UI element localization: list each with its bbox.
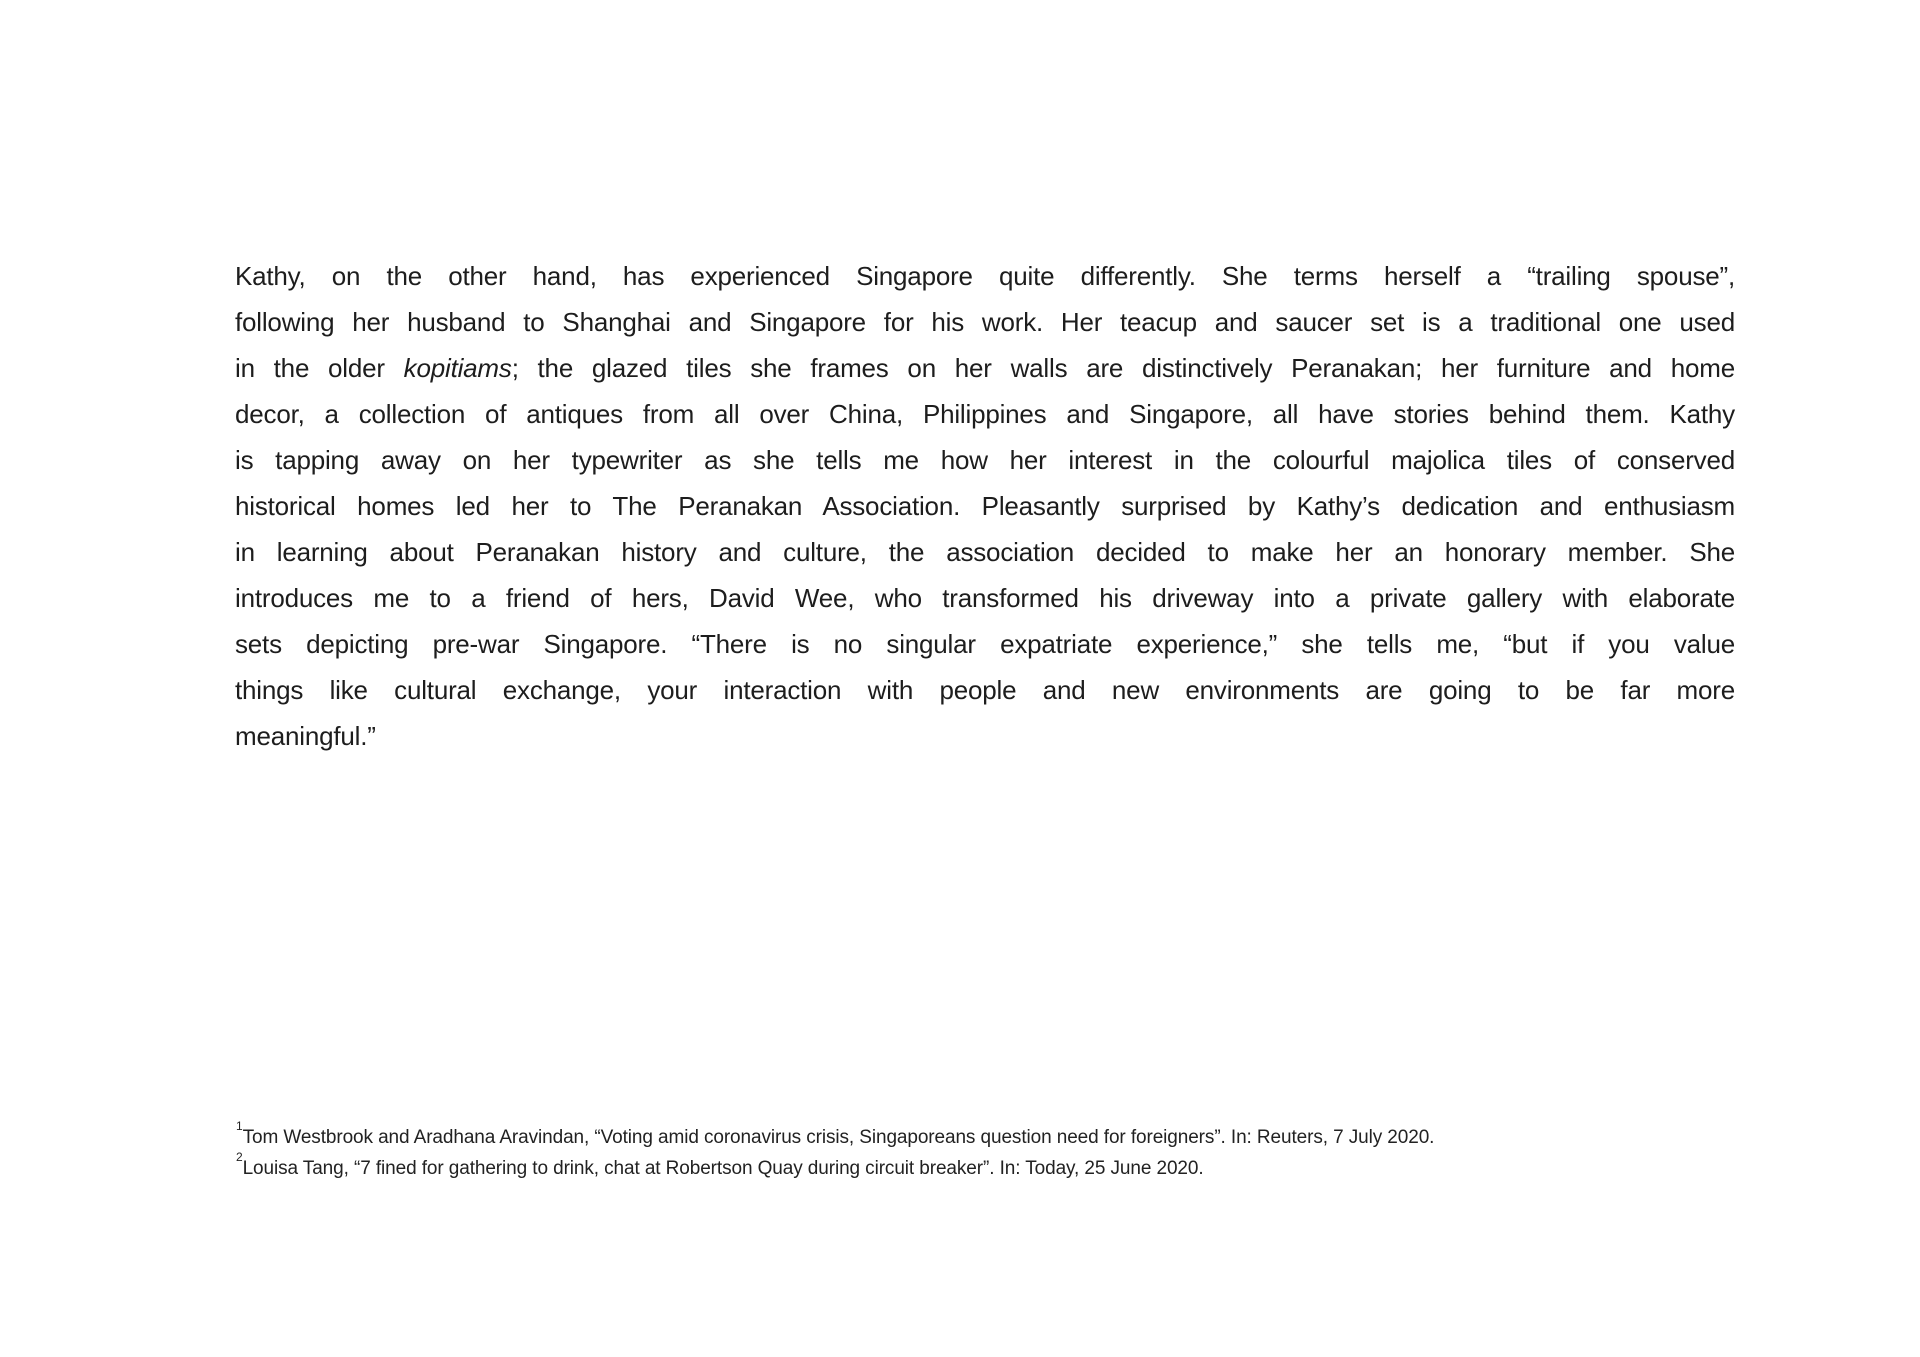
footnote-marker: 2: [236, 1149, 243, 1164]
body-paragraph: [235, 253, 1735, 759]
paragraph-line: [235, 575, 1735, 621]
footnote-text: Tom Westbrook and Aradhana Aravindan, “Voting amid coronavirus crisis, Singaporeans question need for foreigners”. In: Reuters, 7 July 2020.: [242, 1127, 1435, 1148]
text-segment: in the older: [235, 353, 404, 383]
footnote-marker: 1: [236, 1118, 243, 1133]
paragraph-line-last: [235, 713, 1735, 759]
footnote-1: [236, 1118, 1736, 1153]
paragraph-line: [235, 345, 1735, 391]
text-segment: things like cultural exchange, your interaction with people and new environments are going to be far more: [235, 675, 1735, 705]
text-segment: Kathy, on the other hand, has experienced Singapore quite differently. She terms herself a “trailing spouse”,: [235, 261, 1735, 291]
footnote-2: [236, 1149, 1736, 1184]
text-segment: introduces me to a friend of hers, David Wee, who transformed his driveway into a private gallery with elaborate: [235, 583, 1735, 613]
text-segment: in learning about Peranakan history and culture, the association decided to make her an honorary member. She: [235, 537, 1735, 567]
text-segment: following her husband to Shanghai and Singapore for his work. Her teacup and saucer set is a traditional one used: [235, 307, 1735, 337]
text-segment: is tapping away on her typewriter as she tells me how her interest in the colourful majolica tiles of conserved: [235, 445, 1735, 475]
footnote-text: Louisa Tang, “7 fined for gathering to drink, chat at Robertson Quay during circuit breaker”. In: Today, 25 June 2020.: [242, 1158, 1204, 1179]
footnote-block: [236, 1118, 1736, 1184]
paragraph-line: [235, 667, 1735, 713]
paragraph-line: [235, 253, 1735, 299]
text-segment: decor, a collection of antiques from all over China, Philippines and Singapore, all have stories behind them. Kathy: [235, 399, 1735, 429]
text-segment: sets depicting pre-war Singapore. “There is no singular expatriate experience,” she tells me, “but if you value: [235, 629, 1735, 659]
paragraph-line: [235, 391, 1735, 437]
paragraph-line: [235, 437, 1735, 483]
paragraph-line: [235, 483, 1735, 529]
paragraph-line: [235, 621, 1735, 667]
paragraph-line: [235, 529, 1735, 575]
text-segment: historical homes led her to The Peranakan Association. Pleasantly surprised by Kathy’s dedication and enthusiasm: [235, 491, 1735, 521]
paragraph-line: [235, 299, 1735, 345]
italic-term-kopitiams: kopitiams: [403, 353, 512, 383]
text-segment: meaningful.”: [235, 721, 376, 751]
text-segment: ; the glazed tiles she frames on her walls are distinctively Peranakan; her furniture and home: [511, 353, 1736, 383]
